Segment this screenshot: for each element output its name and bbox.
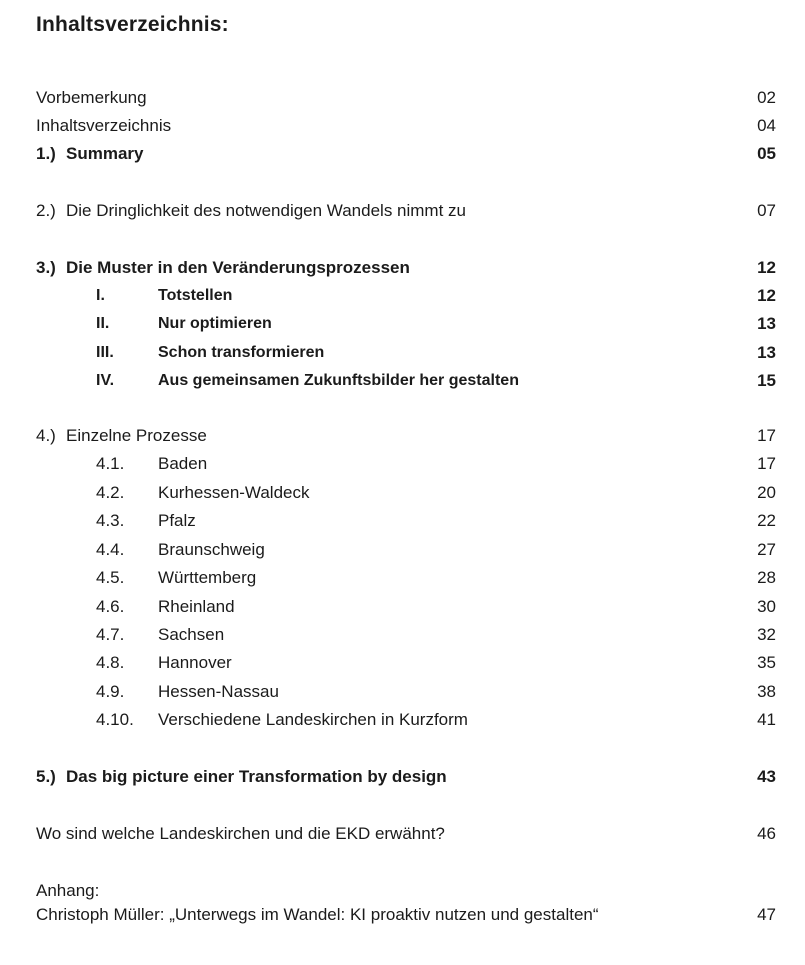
toc-entry-title: Aus gemeinsamen Zukunftsbilder her gestalten (158, 372, 519, 389)
toc-entry-page: 46 (757, 824, 776, 843)
toc-entry-number: 3.) (36, 258, 56, 277)
toc-entry (36, 86, 776, 110)
toc-subentry (36, 623, 776, 647)
toc-entry-title: Kurhessen-Waldeck (158, 483, 310, 502)
toc-entry-number: 4.7. (96, 625, 125, 644)
toc-subentry (36, 651, 776, 675)
toc-entry-title: Wo sind welche Landeskirchen und die EKD erwähnt? (36, 824, 445, 843)
toc-entry (36, 903, 776, 927)
toc-subentry (36, 312, 776, 336)
toc-entry-number: 4.3. (96, 511, 125, 530)
toc-subentry (36, 341, 776, 365)
toc-entry-page: 27 (757, 540, 776, 559)
toc-entry-title: Anhang: (36, 881, 100, 900)
toc-entry-page: 12 (757, 286, 776, 305)
toc-entry-page: 05 (757, 144, 776, 163)
toc-appendix-label (36, 879, 776, 903)
toc-entry-number: 4.10. (96, 710, 134, 729)
toc-entry-page: 43 (757, 767, 776, 786)
toc-subentry (36, 680, 776, 704)
toc-entry-number: IV. (96, 372, 115, 389)
toc-subentry (36, 284, 776, 308)
toc-entry-page: 07 (757, 201, 776, 220)
toc-entry-page: 38 (757, 682, 776, 701)
toc-entry-number: 4.5. (96, 568, 125, 587)
toc-subentry (36, 538, 776, 562)
toc-entry-title: Die Muster in den Veränderungsprozessen (66, 258, 410, 277)
toc-subentry (36, 369, 776, 393)
toc-entry-number: II. (96, 315, 110, 332)
toc-chapter (36, 142, 776, 166)
toc-subentry (36, 566, 776, 590)
toc-entry-title: Das big picture einer Transformation by design (66, 767, 447, 786)
toc-entry-page: 22 (757, 511, 776, 530)
toc-entry-page: 47 (757, 905, 776, 924)
toc-entry-number: III. (96, 344, 114, 361)
toc-entry-number: 4.) (36, 426, 56, 445)
toc-entry-page: 12 (757, 258, 776, 277)
toc-entry-title: Baden (158, 454, 208, 473)
toc-entry-number: 4.2. (96, 483, 125, 502)
toc-entry-title: Pfalz (158, 511, 196, 530)
toc-entry-page: 13 (757, 343, 776, 362)
toc-entry (36, 114, 776, 138)
toc-entry-title: Totstellen (158, 287, 233, 304)
toc-entry-number: 4.6. (96, 597, 125, 616)
toc-subentry (36, 452, 776, 476)
toc-entry-page: 41 (757, 710, 776, 729)
toc-entry-title: Die Dringlichkeit des notwendigen Wandels nimmt zu (66, 201, 466, 220)
toc-entry-number: 4.8. (96, 653, 125, 672)
toc-entry-page: 20 (757, 483, 776, 502)
toc-entry-title: Einzelne Prozesse (66, 426, 207, 445)
toc-entry-title: Braunschweig (158, 540, 265, 559)
toc-entry-page: 04 (757, 116, 776, 135)
toc-entry-title: Nur optimieren (158, 315, 272, 332)
toc-entry-page: 17 (757, 454, 776, 473)
toc-heading: Inhaltsverzeichnis: (36, 13, 229, 36)
toc-entry-number: 2.) (36, 201, 56, 220)
toc-entry-page: 17 (757, 426, 776, 445)
toc-entry-page: 28 (757, 568, 776, 587)
toc-entry-number: 5.) (36, 767, 56, 786)
toc-entry-title: Hannover (158, 653, 232, 672)
toc-entry-title: Vorbemerkung (36, 88, 147, 107)
toc-entry-number: I. (96, 287, 105, 304)
toc-subentry (36, 481, 776, 505)
toc-chapter (36, 199, 776, 223)
toc-entry-number: 4.1. (96, 454, 125, 473)
toc-chapter (36, 765, 776, 789)
toc-subentry (36, 509, 776, 533)
toc-entry-title: Inhaltsverzeichnis (36, 116, 172, 135)
toc-entry-number: 4.4. (96, 540, 125, 559)
toc-chapter (36, 424, 776, 448)
toc-entry-page: 30 (757, 597, 776, 616)
toc-entry-title: Summary (66, 144, 144, 163)
toc-entry-title: Schon transformieren (158, 344, 325, 361)
toc-subentry (36, 708, 776, 732)
toc-entry-title: Sachsen (158, 625, 225, 644)
toc-entry-page: 32 (757, 625, 776, 644)
toc-entry-title: Hessen-Nassau (158, 682, 279, 701)
toc-entry-page: 02 (757, 88, 776, 107)
toc-entry-number: 1.) (36, 144, 56, 163)
toc-entry (36, 822, 776, 846)
toc-entry-title: Verschiedene Landeskirchen in Kurzform (158, 710, 468, 729)
toc-entry-page: 15 (757, 371, 776, 390)
toc-chapter (36, 256, 776, 280)
toc-entry-title: Christoph Müller: „Unterwegs im Wandel: KI proaktiv nutzen und gestalten“ (36, 905, 599, 924)
toc-subentry (36, 595, 776, 619)
toc-entry-page: 13 (757, 314, 776, 333)
toc-entry-title: Rheinland (158, 597, 235, 616)
toc-entry-page: 35 (757, 653, 776, 672)
toc-entry-number: 4.9. (96, 682, 125, 701)
toc-entry-title: Württemberg (158, 568, 257, 587)
